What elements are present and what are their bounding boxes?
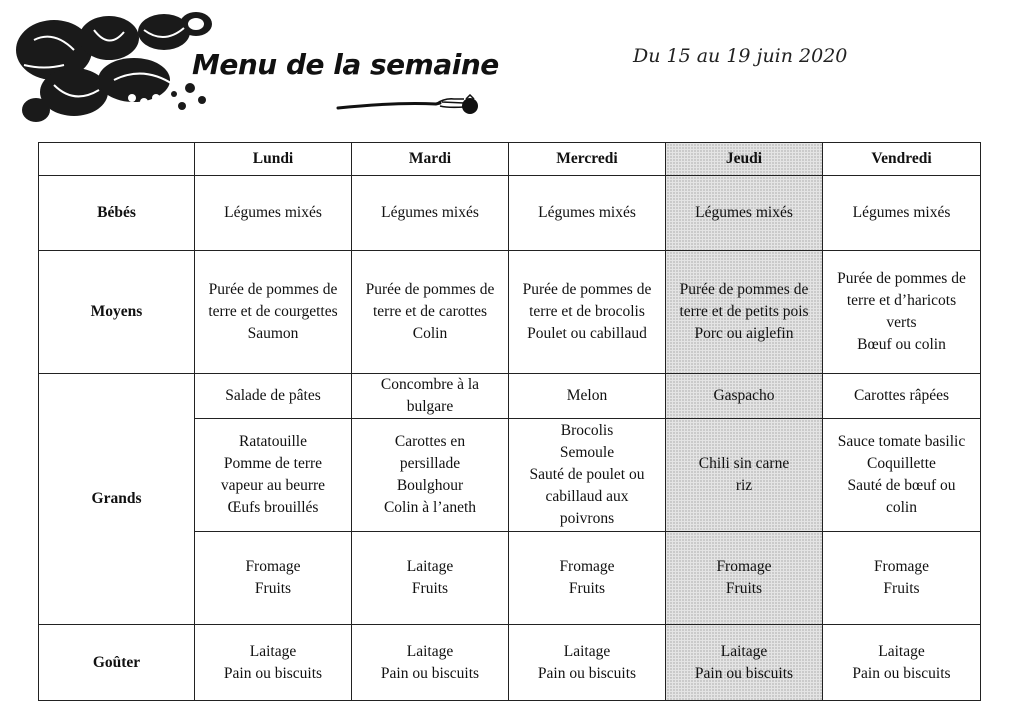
- menu-item-line: Fruits: [883, 580, 920, 597]
- menu-item-line: Purée de pommes de: [522, 281, 652, 298]
- menu-item-line: Fruits: [254, 580, 292, 597]
- day-header-mercredi: Mercredi: [509, 143, 666, 176]
- menu-item-line: Fromage: [873, 558, 930, 575]
- menu-cell: [195, 374, 352, 419]
- menu-item-line: Pain ou biscuits: [537, 664, 637, 682]
- group-label-moyens: Moyens: [39, 251, 195, 374]
- menu-item-line: Brocolis: [560, 422, 614, 439]
- menu-cell: [509, 251, 666, 374]
- menu-cell: [352, 625, 509, 701]
- menu-item-line: Laitage: [249, 642, 297, 660]
- menu-item-line: Laitage: [406, 642, 454, 660]
- menu-item-line: terre et de courgettes: [208, 303, 338, 320]
- menu-item-line: Légumes mixés: [224, 204, 322, 221]
- day-header-jeudi: Jeudi: [666, 143, 823, 176]
- menu-item-line: persillade: [399, 455, 461, 472]
- menu-cell: [352, 419, 509, 532]
- day-header-mardi: Mardi: [352, 143, 509, 176]
- menu-item-line: Fromage: [245, 558, 301, 575]
- menu-cell: [823, 532, 981, 625]
- menu-item-line: Porc ou aiglefin: [694, 325, 794, 342]
- day-header-lundi: Lundi: [195, 143, 352, 176]
- menu-item-line: Gaspacho: [713, 387, 775, 404]
- menu-item-line: Légumes mixés: [381, 204, 479, 221]
- menu-item-line: cabillaud aux: [545, 488, 629, 505]
- menu-item-line: Pomme de terre: [223, 455, 323, 472]
- menu-cell: [666, 176, 823, 251]
- menu-item-line: Sauce tomate basilic: [837, 433, 966, 450]
- menu-item-line: Pain ou biscuits: [852, 664, 951, 682]
- date-range: Du 15 au 19 juin 2020: [633, 45, 848, 67]
- menu-item-line: terre et de petits pois: [679, 303, 809, 320]
- menu-item-line: Laitage: [720, 642, 768, 660]
- menu-item-line: Fromage: [716, 558, 772, 575]
- menu-cell: [195, 532, 352, 625]
- menu-item-line: Légumes mixés: [695, 204, 793, 221]
- menu-cell: [823, 251, 981, 374]
- menu-item-line: Purée de pommes de: [679, 281, 809, 298]
- menu-cell: [509, 374, 666, 419]
- menu-cell: [195, 625, 352, 701]
- menu-cell: [823, 625, 981, 701]
- fork-and-tomato-icon: [336, 94, 482, 116]
- menu-item-line: terre et de brocolis: [529, 303, 645, 320]
- menu-cell: [823, 176, 981, 251]
- menu-item-line: Carottes râpées: [853, 387, 950, 404]
- menu-item-line: Œufs brouillés: [227, 499, 319, 516]
- menu-cell: [666, 374, 823, 419]
- menu-item-line: Saumon: [247, 325, 299, 342]
- menu-cell: [195, 176, 352, 251]
- menu-item-line: Fruits: [568, 580, 606, 597]
- weekly-menu-table: [38, 142, 981, 701]
- menu-item-line: Chili sin carne: [698, 455, 790, 472]
- menu-cell: [509, 419, 666, 532]
- menu-cell: [823, 374, 981, 419]
- menu-item-line: Purée de pommes de: [837, 270, 966, 287]
- menu-cell: [509, 176, 666, 251]
- menu-cell: [195, 419, 352, 532]
- page-title: Menu de la semaine: [192, 48, 499, 81]
- menu-item-line: terre et de carottes: [372, 303, 488, 320]
- menu-cell: [352, 374, 509, 419]
- menu-item-line: vapeur au beurre: [220, 477, 326, 494]
- menu-cell: [666, 625, 823, 701]
- menu-item-line: Laitage: [563, 642, 611, 660]
- menu-cell: [509, 532, 666, 625]
- row-moyens: [39, 251, 981, 374]
- group-label-gouter: Goûter: [39, 625, 195, 701]
- menu-cell: [666, 251, 823, 374]
- menu-cell: [509, 625, 666, 701]
- menu-item-line: riz: [735, 477, 753, 494]
- menu-item-line: Poulet ou cabillaud: [527, 325, 647, 342]
- menu-item-line: Purée de pommes de: [365, 281, 495, 298]
- menu-item-line: Laitage: [406, 558, 454, 575]
- menu-item-line: Légumes mixés: [852, 204, 951, 221]
- menu-item-line: poivrons: [559, 510, 615, 527]
- menu-item-line: Semoule: [559, 444, 615, 461]
- menu-item-line: Ratatouille: [238, 433, 307, 450]
- menu-cell: [352, 532, 509, 625]
- menu-item-line: Concombre à la: [380, 376, 480, 393]
- menu-item-line: Carottes en: [394, 433, 466, 450]
- menu-item-line: Colin à l’aneth: [383, 499, 477, 516]
- menu-item-line: Colin: [412, 325, 448, 342]
- menu-item-line: Fruits: [411, 580, 449, 597]
- menu-item-line: bulgare: [406, 398, 454, 415]
- menu-item-line: Fromage: [559, 558, 615, 575]
- menu-cell: [666, 532, 823, 625]
- group-label-bebes: Bébés: [39, 176, 195, 251]
- menu-cell: [352, 251, 509, 374]
- menu-item-line: Boulghour: [396, 477, 464, 494]
- row-bebes: [39, 176, 981, 251]
- menu-item-line: Purée de pommes de: [208, 281, 338, 298]
- menu-item-line: Melon: [566, 387, 608, 404]
- menu-item-line: Pain ou biscuits: [380, 664, 480, 682]
- row-grands-entree: [39, 374, 981, 419]
- menu-item-line: Sauté de poulet ou: [529, 466, 645, 483]
- day-header-vendredi: Vendredi: [823, 143, 981, 176]
- menu-item-line: Pain ou biscuits: [694, 664, 794, 682]
- menu-item-line: Pain ou biscuits: [223, 664, 323, 682]
- group-label-grands: Grands: [39, 374, 195, 625]
- empty-corner-cell: [39, 143, 195, 176]
- menu-cell: [666, 419, 823, 532]
- menu-item-line: colin: [886, 499, 917, 516]
- menu-item-line: Salade de pâtes: [225, 387, 321, 404]
- day-header-row: [39, 143, 981, 176]
- menu-item-line: Légumes mixés: [538, 204, 636, 221]
- menu-item-line: Bœuf ou colin: [857, 336, 946, 353]
- menu-item-line: Coquillette: [867, 455, 936, 472]
- menu-item-line: terre et d’haricots: [846, 292, 957, 309]
- menu-cell: [352, 176, 509, 251]
- menu-item-line: Sauté de bœuf ou: [847, 477, 956, 494]
- menu-item-line: Fruits: [725, 580, 763, 597]
- row-gouter: [39, 625, 981, 701]
- menu-item-line: verts: [886, 314, 917, 331]
- menu-item-line: Laitage: [878, 642, 925, 660]
- menu-cell: [823, 419, 981, 532]
- menu-cell: [195, 251, 352, 374]
